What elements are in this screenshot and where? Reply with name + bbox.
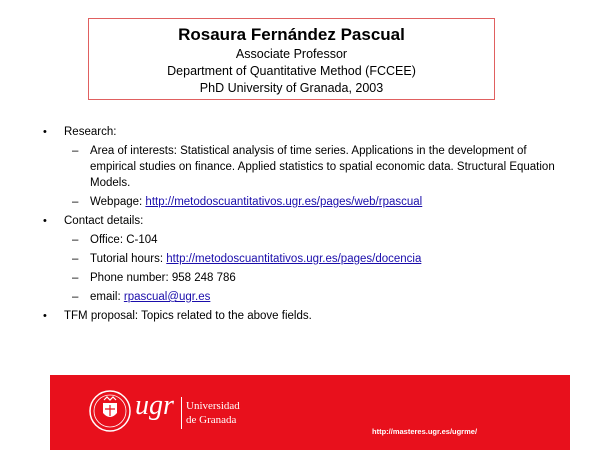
contact-tutorial	[40, 251, 570, 267]
bullet-icon: •	[43, 310, 47, 322]
bullet-icon: •	[43, 215, 47, 227]
university-name	[186, 399, 240, 427]
phone-text: Phone number: 958 248 786	[90, 272, 236, 284]
footer-banner	[50, 375, 570, 450]
dash-icon: –	[72, 145, 79, 157]
webpage-link[interactable]: http://metodoscuantitativos.ugr.es/pages/web/rpascual	[145, 196, 423, 208]
header-box	[88, 18, 495, 100]
logo-separator	[181, 397, 182, 429]
footer-url[interactable]: http://masteres.ugr.es/ugrme/	[372, 427, 478, 436]
dash-icon: –	[72, 291, 79, 303]
university-line-1: Universidad	[186, 400, 240, 412]
contact-office	[40, 232, 570, 248]
tutorial-label: Tutorial hours:	[90, 253, 167, 265]
research-webpage	[40, 194, 570, 210]
email-link[interactable]: rpascual@ugr.es	[123, 291, 211, 303]
phd: PhD University of Granada, 2003	[199, 81, 384, 95]
content	[40, 124, 570, 327]
interests-text: Area of interests: Statistical analysis of time series. Applications in the development of empirical studies on finance. Applied statistics to spatial economic data. Structural Equation Models.	[90, 145, 555, 189]
bullet-icon: •	[43, 126, 47, 138]
email-label: email:	[90, 291, 124, 303]
professor-name: Rosaura Fernández Pascual	[178, 25, 405, 44]
dash-icon: –	[72, 196, 79, 208]
dash-icon: –	[72, 234, 79, 246]
office-text: Office: C-104	[90, 234, 158, 246]
position: Associate Professor	[235, 47, 348, 61]
tfm-bullet	[40, 308, 570, 324]
contact-label: Contact details:	[64, 215, 144, 227]
research-bullet	[40, 124, 570, 140]
dash-icon: –	[72, 253, 79, 265]
contact-email	[40, 289, 570, 305]
university-line-2: de Granada	[186, 414, 237, 426]
tfm-text: TFM proposal: Topics related to the above fields.	[64, 310, 312, 322]
contact-bullet	[40, 213, 570, 229]
research-label: Research:	[64, 126, 117, 138]
ugr-logo-text: ugr	[135, 390, 174, 421]
university-seal-icon	[88, 389, 132, 433]
webpage-label: Webpage:	[90, 196, 146, 208]
department: Department of Quantitative Method (FCCEE)	[167, 64, 416, 78]
tutorial-link[interactable]: http://metodoscuantitativos.ugr.es/pages/docencia	[166, 253, 422, 265]
contact-phone	[40, 270, 570, 286]
research-interests	[40, 143, 570, 191]
dash-icon: –	[72, 272, 79, 284]
